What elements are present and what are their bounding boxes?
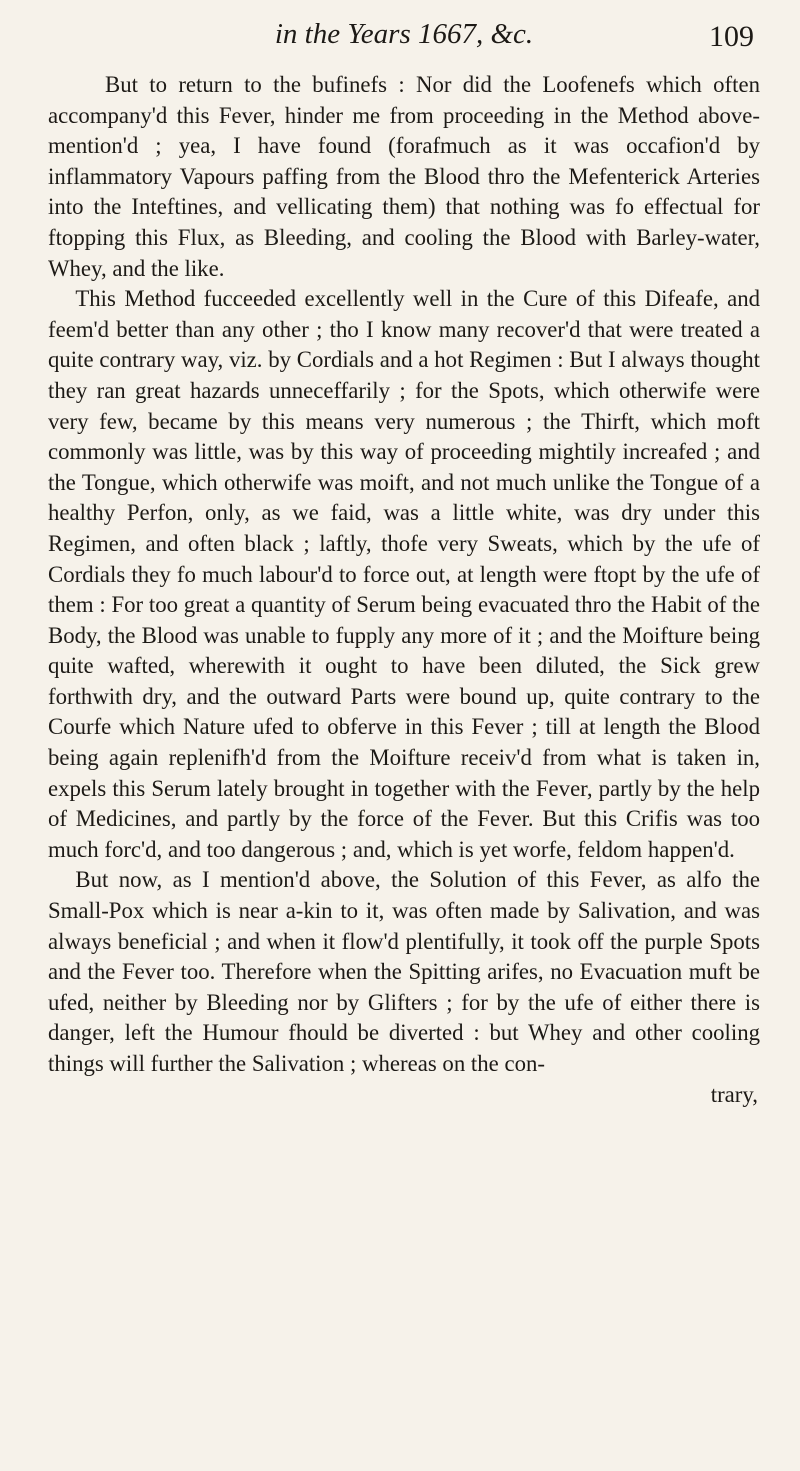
running-title: in the Years 1667, &c.: [274, 18, 534, 50]
catchword: trary,: [710, 1081, 758, 1107]
paragraph-3: But now, as I mention'd above, the Solution of this Fever, as alfo the Small-Pox which is near a-kin to it, was often made by Salivation, and was always beneficial ; and when it flow'd plentifully, it took off the purple Spots and the Fever too. Therefore when the Spitting arifes, no Evacuation muft be ufed, neither by Bleeding nor by Glifters ; for by the ufe of either there is danger, left the Humour fhould be diverted : but Whey and other cooling things will further the Salivation ; whereas on the con-: [48, 867, 760, 1076]
running-head: [48, 16, 760, 62]
paragraph-1: But to return to the bufinefs : Nor did the Loofenefs which often accompany'd this Fever, hinder me from proceeding in the Method above-mention'd ; yea, I have found (forafmuch as it was occafion'd by inflammatory Vapours paffing from the Blood thro the Mefenterick Arteries into the Inteftines, and vellicating them) that nothing was fo effectual for ftopping this Flux, as Bleeding, and cooling the Blood with Barley-water, Whey, and the like.: [48, 72, 760, 281]
paragraph-2: This Method fucceeded excellently well in the Cure of this Difeafe, and feem'd better than any other ; tho I know many recover'd that were treated a quite contrary way, viz. by Cordials and a hot Regimen : But I always thought they ran great hazards unneceffarily ; for the Spots, which otherwife were very few, became by this means very numerous ; the Thirft, which moft commonly was little, was by this way of proceeding mightily increafed ; and the Tongue, which otherwife was moift, and not much unlike the Tongue of a healthy Perfon, only, as we faid, was a little white, was dry under this Regimen, and often black ; laftly, thofe very Sweats, which by the ufe of Cordials they fo much labour'd to force out, at length were ftopt by the ufe of them : For too great a quantity of Serum being evacuated thro the Habit of the Body, the Blood was unable to fupply any more of it ; and the Moifture being quite wafted, wherewith it ought to have been diluted, the Sick grew forthwith dry, and the outward Parts were bound up, quite contrary to the Courfe which Nature ufed to obferve in this Fever ; till at length the Blood being again replenifh'd from the Moifture receiv'd from what is taken in, expels this Serum lately brought in together with the Fever, partly by the help of Medicines, and partly by the force of the Fever. But this Crifis was too much forc'd, and too dangerous ; and, which is yet worfe, feldom happen'd.: [48, 286, 760, 862]
page-number: 109: [709, 20, 754, 53]
body-text: [48, 70, 760, 1080]
